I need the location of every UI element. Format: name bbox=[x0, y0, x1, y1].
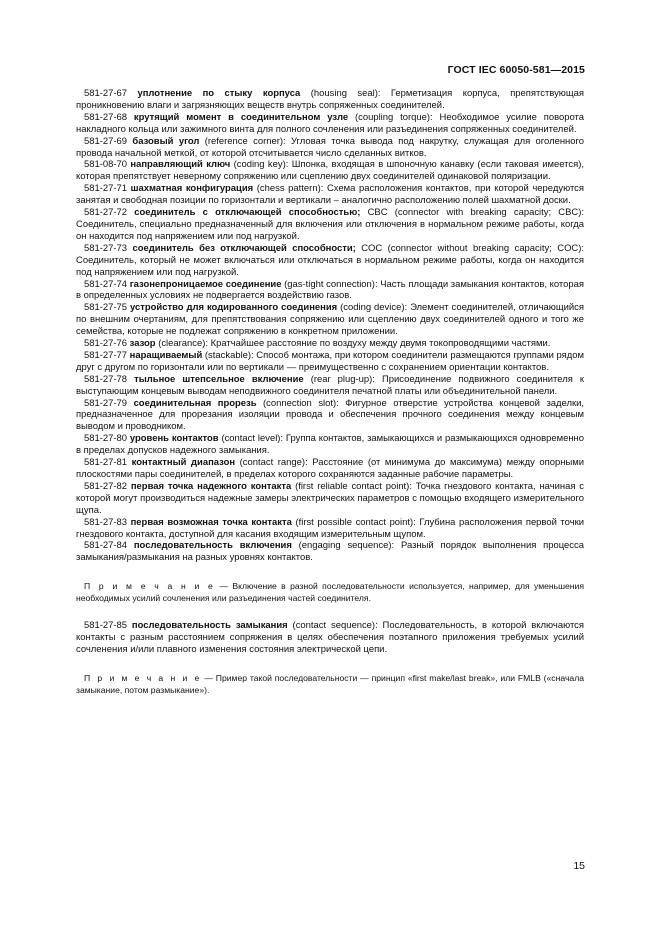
entry-term: базовый угол bbox=[132, 135, 200, 147]
entry-code: 581-27-72 bbox=[84, 207, 128, 219]
entry-term: наращиваемый bbox=[129, 349, 203, 361]
entry-term: первая возможная точка контакта bbox=[130, 516, 292, 528]
entry-581-27-73 bbox=[76, 243, 584, 279]
entry-code: 581-27-78 bbox=[84, 373, 128, 385]
entry-581-27-68 bbox=[76, 112, 584, 136]
standard-header: ГОСТ IEC 60050-581—2015 bbox=[447, 64, 585, 76]
entry-term: последовательность замыкания bbox=[131, 620, 288, 632]
entry-code: 581-27-80 bbox=[84, 433, 128, 445]
entry-code: 581-27-82 bbox=[84, 480, 128, 492]
entry-text: (first reliable contact point): Точка гнездового контакта, начиная с которой могут производиться надежные замеры электрических параметров с помощью входящего измерительного щупа. bbox=[76, 480, 585, 516]
entry-text: (housing seal): Герметизация корпуса, препятствующая проникновению влаги и загрязняющих веществ внутрь сопряженных соединителей. bbox=[76, 88, 585, 111]
entry-code: 581-27-81 bbox=[84, 457, 128, 469]
note-text: — Пример такой последовательности — принцип «first make/last break», или FMLB («сначала замыкание, потом размыкание»). bbox=[76, 673, 584, 695]
entry-term: соединитель без отключающей способности; bbox=[132, 242, 356, 254]
entry-term: первая точка надежного контакта bbox=[130, 480, 292, 492]
entry-text: (coding key): Шпонка, входящая в шпоночную канавку (если таковая имеется), которая препятствует неверному сопряжению или сцеплению двух соединителей одинаковой поляризации. bbox=[76, 159, 584, 183]
entry-term: соединитель с отключающей способностью; bbox=[134, 207, 361, 219]
note-2 bbox=[76, 673, 584, 696]
entry-581-27-79 bbox=[76, 398, 584, 434]
entry-term: тыльное штепсельное включение bbox=[134, 373, 304, 385]
entry-text: COC (connector without breaking capacity; COC): Соединитель, который не может включаться или отключаться в нормальном режиме работы, когда он находится под напряжением или под нагрузкой. bbox=[76, 242, 584, 278]
entry-code: 581-27-68 bbox=[84, 111, 128, 123]
entry-581-27-82 bbox=[76, 481, 584, 517]
entry-code: 581-27-76 bbox=[84, 338, 128, 350]
entry-581-27-77 bbox=[76, 350, 584, 374]
entry-code: 581-27-85 bbox=[84, 620, 128, 632]
entry-term: шахматная конфигурация bbox=[130, 183, 254, 195]
entry-code: 581-27-84 bbox=[84, 540, 128, 552]
entry-581-27-81 bbox=[76, 457, 584, 481]
entry-code: 581-27-73 bbox=[84, 242, 128, 254]
note-text: — Включение в разной последовательности используется, например, для уменьшения необходимых усилий сочленения или разъединения частей соединителя. bbox=[76, 581, 584, 603]
entry-term: контактный диапазон bbox=[131, 457, 236, 469]
entry-term: направляющий ключ bbox=[130, 159, 231, 171]
note-1 bbox=[76, 581, 584, 604]
entry-text: (stackable): Способ монтажа, при котором соединители размещаются группами рядом друг с другом по горизонтали или по вертикали — преимущественно с сохранением ориентации контактов. bbox=[76, 349, 584, 373]
entry-text: CBC (connector with breaking capacity; CBC): Соединитель, специально предназначенный для включения или отключения в нормальном режиме работы, когда он находится под напряжением или под нагрузкой. bbox=[76, 207, 584, 242]
entry-581-27-69 bbox=[76, 136, 584, 160]
entry-term: уровень контактов bbox=[129, 433, 219, 445]
entry-code: 581-27-67 bbox=[84, 88, 128, 99]
note-label: П р и м е ч а н и е bbox=[84, 581, 216, 592]
entry-text: (coding device): Элемент соединителей, отличающийся по внешним очертаниям, для препятствования сопряжению или сцеплению двух соединителей одного и того же семейства, которые не подлежат сопряжению в конкретном приложении. bbox=[76, 302, 584, 338]
entry-581-27-75 bbox=[76, 302, 584, 338]
entry-text: (contact level): Группа контактов, замыкающихся и размыкающихся одновременно в пределах допусков надежного замыкания. bbox=[76, 433, 584, 457]
entry-term: последовательность включения bbox=[133, 540, 292, 552]
entry-code: 581-27-71 bbox=[84, 183, 128, 195]
entry-text: (engaging sequence): Разный порядок выполнения процесса замыкания/размыкания на разных уровнях контактов. bbox=[76, 540, 584, 564]
document-body bbox=[76, 88, 584, 696]
entry-code: 581-27-75 bbox=[84, 302, 128, 314]
entry-581-27-67 bbox=[76, 88, 584, 112]
entry-text: (contact sequence): Последовательность, в которой включаются контакты с разным расстоянием сопряжения в целях обеспечения поэтапного приложения требуемых усилий сочленения и/или плавного изменения состояния электрической цепи. bbox=[76, 620, 584, 656]
entry-text: (first possible contact point): Глубина расположения первой точки гнездового контакта, доступной для касания входящим измерительным щупом. bbox=[76, 516, 585, 540]
entry-text: (clearance): Кратчайшее расстояние по воздуху между двумя токопроводящими частями. bbox=[155, 338, 551, 350]
entry-581-27-80 bbox=[76, 433, 584, 457]
entry-text: (coupling torque): Необходимое усилие поворота накладного кольца или зажимного винта для полного сочленения или разъединения сопряженных соединителей. bbox=[76, 111, 585, 135]
entry-term: уплотнение по стыку корпуса bbox=[137, 88, 301, 99]
entry-code: 581-27-83 bbox=[84, 516, 128, 528]
entry-term: устройство для кодированного соединения bbox=[130, 302, 338, 314]
entry-term: крутящий момент в соединительном узле bbox=[133, 111, 349, 123]
page-number: 15 bbox=[573, 860, 585, 872]
entry-code: 581-27-69 bbox=[84, 135, 128, 147]
entry-text: (connection slot): Фигурное отверстие устройства концевой заделки, предназначенное для прорезания изоляции провода и обеспечения прочного соединения между концевым выводом и проводником. bbox=[76, 397, 584, 433]
entry-581-27-72 bbox=[76, 207, 584, 243]
entry-581-27-71 bbox=[76, 183, 584, 207]
entry-code: 581-27-77 bbox=[84, 349, 128, 361]
entry-581-27-78 bbox=[76, 374, 584, 398]
entry-581-27-76 bbox=[76, 338, 584, 350]
entry-text: (gas-tight connection): Часть площади замыкания контактов, которая в определенных условиях не подвергается воздействию газов. bbox=[76, 278, 585, 302]
entry-581-08-70 bbox=[76, 159, 584, 183]
entry-581-27-74 bbox=[76, 279, 584, 303]
entry-text: (chess pattern): Схема расположения контактов, при которой чередуются занятая и свободная позиции по горизонтали и вертикали – аналогично расположению полей шахматной доски. bbox=[76, 183, 584, 207]
entry-term: зазор bbox=[129, 338, 156, 350]
entry-term: соединительная прорезь bbox=[133, 397, 257, 409]
entry-code: 581-08-70 bbox=[84, 159, 128, 171]
entry-581-27-85 bbox=[76, 620, 584, 656]
entry-text: (reference corner): Угловая точка вывода под накрутку, служащая для оголенного провода начальной меткой, от которой отсчитывается число сделанных витков. bbox=[76, 135, 584, 159]
entry-581-27-84 bbox=[76, 540, 584, 564]
entry-text: (rear plug-up): Присоединение подвижного соединителя к выступающим концевым выводам неподвижного соединителя печатной платы или объединительной панели. bbox=[76, 373, 584, 397]
note-label: П р и м е ч а н и е bbox=[84, 673, 202, 684]
entry-581-27-83 bbox=[76, 517, 584, 541]
entry-code: 581-27-74 bbox=[84, 278, 128, 290]
entry-term: газонепроницаемое соединение bbox=[129, 278, 282, 290]
entry-code: 581-27-79 bbox=[84, 397, 128, 409]
entry-text: (contact range): Расстояние (от минимума до максимума) между опорными плоскостями пары соединителей, в пределах которого сохраняются заданные рабочие параметры. bbox=[76, 457, 584, 480]
